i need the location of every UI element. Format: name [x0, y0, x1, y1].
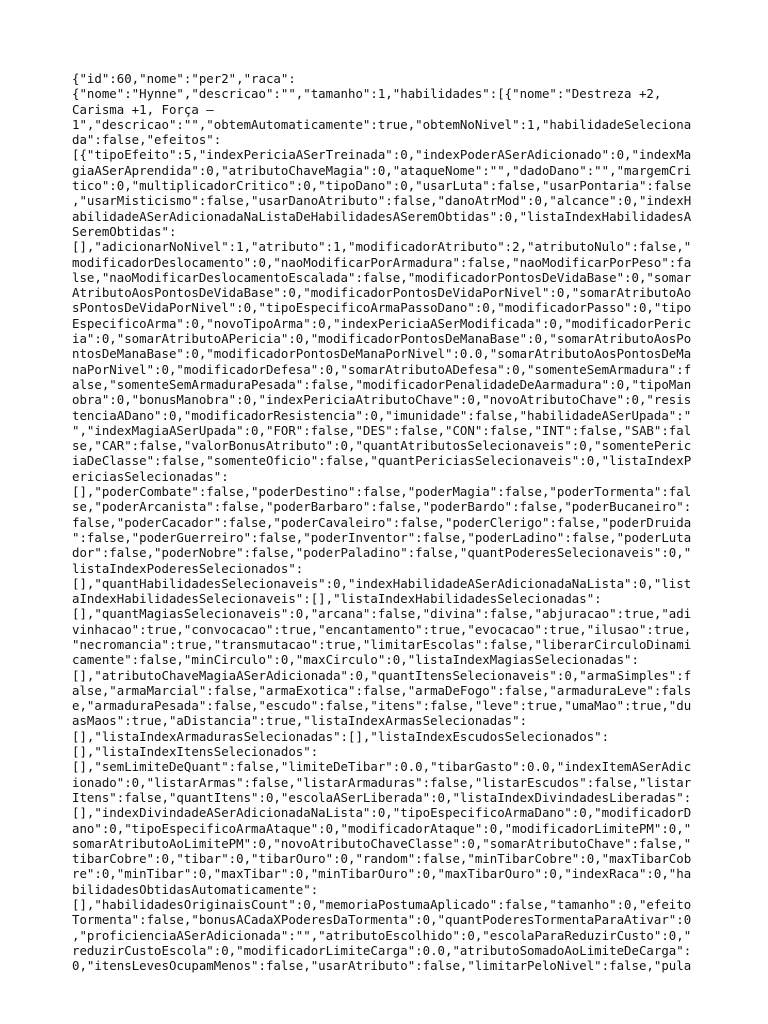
- text-line: [],"poderCombate":false,"poderDestino":false,"poderMagia":false,"poderTormenta":fal: [72, 484, 692, 500]
- text-line: listaIndexPoderesSelecionados":: [72, 560, 304, 576]
- text-line: e,"armaduraPesada":false,"escudo":false,"itens":false,"leve":true,"umaMao":true,"du: [72, 698, 692, 714]
- text-line: 0,"itensLevesOcupamMenos":false,"usarAtributo":false,"limitarPeloNivel":false,"pula: [72, 958, 692, 974]
- text-line: [],"quantHabilidadesSelecionaveis":0,"indexHabilidadeASerAdicionadaNaLista":0,"list: [72, 575, 692, 591]
- text-line: Carisma +1, Força –: [72, 101, 214, 117]
- text-line: [],"semLimiteDeQuant":false,"limiteDeTibar":0.0,"tibarGasto":0.0,"indexItemASerAdic: [72, 759, 692, 775]
- text-line: tenciaADano":0,"modificadorResistencia":0,"imunidade":false,"habilidadeASerUpada":": [72, 407, 692, 423]
- text-line: aIndexHabilidadesSelecionaveis":[],"listaIndexHabilidadesSelecionadas":: [72, 591, 602, 607]
- text-line: alse,"somenteSemArmaduraPesada":false,"modificadorPenalidadeDeAarmadura":0,"tipoMan: [72, 376, 692, 392]
- text-line: ,"proficienciaASerAdicionada":"","atributoEscolhido":0,"escolaParaReduzirCusto":0,": [72, 927, 692, 943]
- text-line: [],"indexDivindadeASerAdicionadaNaLista":0,"tipoEspecificoArmaDano":0,"modificadorD: [72, 805, 692, 821]
- text-line: giaASerAprendida":0,"atributoChaveMagia":0,"ataqueNome":"","dadoDano":"","margemCri: [72, 162, 692, 178]
- text-line: da":false,"efeitos":: [72, 132, 222, 148]
- text-line: abilidadeASerAdicionadaNaListaDeHabilidadesASeremObtidas":0,"listaIndexHabilidadesA: [72, 208, 692, 224]
- text-line: alse,"armaMarcial":false,"armaExotica":false,"armaDeFogo":false,"armaduraLeve":fals: [72, 682, 692, 698]
- text-line: ,"usarMisticismo":false,"usarDanoAtributo":false,"danoAtrMod":0,"alcance":0,"indexH: [72, 193, 692, 209]
- text-line: ntosDeManaBase":0,"modificadorPontosDeManaPorNivel":0.0,"somarAtributoAosPontosDeMa: [72, 346, 692, 362]
- text-line: reduzirCustoEscola":0,"modificadorLimiteCarga":0.0,"atributoSomadoAoLimiteDeCarga":: [72, 942, 692, 958]
- text-line: [{"tipoEfeito":5,"indexPericiaASerTreinada":0,"indexPoderASerAdicionado":0,"indexMa: [72, 147, 692, 163]
- text-line: ionado":0,"listarArmas":false,"listarArmaduras":false,"listarEscudos":false,"listar: [72, 774, 692, 790]
- text-line: sPontosDeVidaPorNivel":0,"tipoEspecificoArmaPassoDano":0,"modificadorPasso":0,"tipo: [72, 300, 692, 316]
- text-line: tico":0,"multiplicadorCritico":0,"tipoDano":0,"usarLuta":false,"usarPontaria":false: [72, 178, 692, 194]
- text-line: [],"quantMagiasSelecionaveis":0,"arcana":false,"divina":false,"abjuracao":true,"adi: [72, 606, 692, 622]
- text-line: bilidadesObtidasAutomaticamente":: [72, 881, 319, 897]
- text-line: ":false,"poderGuerreiro":false,"poderInventor":false,"poderLadino":false,"poderLuta: [72, 529, 692, 545]
- text-line: se,"CAR":false,"valorBonusAtributo":0,"quantAtributosSelecionaveis":0,"somentePeric: [72, 438, 692, 454]
- text-line: [],"adicionarNoNivel":1,"atributo":1,"modificadorAtributo":2,"atributoNulo":false,": [72, 239, 692, 255]
- text-line: false,"poderCacador":false,"poderCavaleiro":false,"poderClerigo":false,"poderDruida: [72, 514, 692, 530]
- text-line: [],"listaIndexItensSelecionados":: [72, 744, 319, 760]
- text-line: lse,"naoModificarDeslocamentoEscalada":false,"modificadorPontosDeVidaBase":0,"somar: [72, 269, 692, 285]
- text-line: asMaos":true,"aDistancia":true,"listaIndexArmasSelecionadas":: [72, 713, 528, 729]
- text-line: SeremObtidas":: [72, 223, 177, 239]
- text-line: camente":false,"minCirculo":0,"maxCirculo":0,"listaIndexMagiasSelecionadas":: [72, 652, 639, 668]
- text-line: modificadorDeslocamento":0,"naoModificarPorArmadura":false,"naoModificarPorPeso":fa: [72, 254, 692, 270]
- text-line: se,"poderArcanista":false,"poderBarbaro":false,"poderBardo":false,"poderBucaneiro":: [72, 499, 692, 515]
- text-line: {"nome":"Hynne","descricao":"","tamanho":1,"habilidades":[{"nome":"Destreza +2,: [72, 86, 662, 102]
- json-text-document: [72, 71, 702, 974]
- text-line: tibarCobre":0,"tibar":0,"tibarOuro":0,"random":false,"minTibarCobre":0,"maxTibarCob: [72, 851, 692, 867]
- text-line: obra":0,"bonusManobra":0,"indexPericiaAtributoChave":0,"novoAtributoChave":0,"resis: [72, 392, 692, 408]
- text-line: Itens":false,"quantItens":0,"escolaASerLiberada":0,"listaIndexDivindadesLiberadas":: [72, 789, 692, 805]
- text-line: {"id":60,"nome":"per2","raca":: [72, 71, 296, 86]
- text-line: [],"listaIndexArmadurasSelecionadas":[],"listaIndexEscudosSelecionados":: [72, 728, 610, 744]
- text-line: "necromancia":true,"transmutacao":true,"limitarEscolas":false,"liberarCirculoDinami: [72, 636, 692, 652]
- text-line: ano":0,"tipoEspecificoArmaAtaque":0,"modificadorAtaque":0,"modificadorLimitePM":0,": [72, 820, 692, 836]
- text-line: [],"atributoChaveMagiaASerAdicionada":0,"quantItensSelecionaveis":0,"armaSimples":f: [72, 667, 692, 683]
- text-line: [],"habilidadesOriginaisCount":0,"memoriaPostumaAplicado":false,"tamanho":0,"efeito: [72, 897, 692, 913]
- text-line: Tormenta":false,"bonusACadaXPoderesDaTormenta":0,"quantPoderesTormentaParaAtivar":0: [72, 912, 692, 928]
- text-line: ia":0,"somarAtributoAPericia":0,"modificadorPontosDeManaBase":0,"somarAtributoAosPo: [72, 331, 692, 347]
- text-line: dor":false,"poderNobre":false,"poderPaladino":false,"quantPoderesSelecionaveis":0,": [72, 545, 692, 561]
- text-line: re":0,"minTibar":0,"maxTibar":0,"minTibarOuro":0,"maxTibarOuro":0,"indexRaca":0,"ha: [72, 866, 692, 882]
- text-line: 1","descricao":"","obtemAutomaticamente":true,"obtemNoNivel":1,"habilidadeSeleciona: [72, 116, 692, 132]
- text-line: ","indexMagiaASerUpada":0,"FOR":false,"DES":false,"CON":false,"INT":false,"SAB":fal: [72, 422, 692, 438]
- text-line: EspecificoArma":0,"novoTipoArma":0,"indexPericiaASerModificada":0,"modificadorPeric: [72, 315, 692, 331]
- text-line: naPorNivel":0,"modificadorDefesa":0,"somarAtributoADefesa":0,"somenteSemArmadura":f: [72, 361, 692, 377]
- text-line: somarAtributoAoLimitePM":0,"novoAtributoChaveClasse":0,"somarAtributoChave":false,": [72, 835, 692, 851]
- text-line: ericiasSelecionadas":: [72, 468, 229, 484]
- text-line: AtributoAosPontosDeVidaBase":0,"modificadorPontosDeVidaPorNivel":0,"somarAtributoAo: [72, 285, 692, 301]
- text-line: iaDeClasse":false,"somenteOficio":false,"quantPericiasSelecionaveis":0,"listaIndexP: [72, 453, 692, 469]
- text-line: vinhacao":true,"convocacao":true,"encantamento":true,"evocacao":true,"ilusao":true,: [72, 621, 692, 637]
